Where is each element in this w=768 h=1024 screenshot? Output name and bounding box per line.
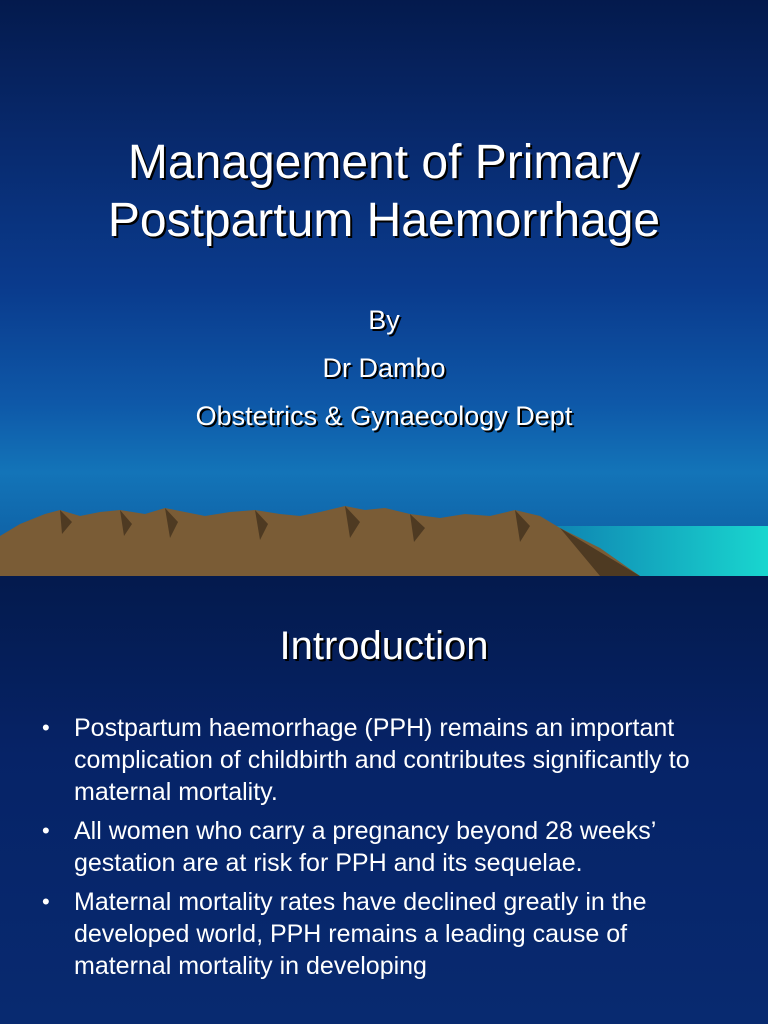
- bullet-text: All women who carry a pregnancy beyond 28 weeks’ gestation are at risk for PPH and its sequelae.: [74, 817, 656, 877]
- introduction-slide: [0, 576, 768, 1024]
- bullet-list: [40, 712, 730, 989]
- title-line-2: Postpartum Haemorrhage: [107, 194, 661, 247]
- bullet-text: Postpartum haemorrhage (PPH) remains an important complication of childbirth and contributes significantly to maternal mortality.: [74, 714, 690, 806]
- mountain-range: [0, 506, 640, 576]
- by-label: By: [368, 305, 400, 335]
- list-item: [40, 712, 730, 808]
- bullet-text: Maternal mortality rates have declined greatly in the developed world, PPH remains a leading cause of maternal mortality in developing: [74, 888, 647, 980]
- department-name: Obstetrics & Gynaecology Dept: [195, 401, 573, 431]
- list-item: [40, 815, 730, 879]
- slide-title: [0, 134, 768, 250]
- introduction-title: Introduction: [279, 624, 489, 668]
- title-line-1: Management of Primary: [127, 136, 641, 189]
- bullet-marker: •: [42, 818, 50, 843]
- author-name: Dr Dambo: [322, 353, 446, 383]
- bullet-marker: •: [42, 715, 50, 740]
- bullet-marker: •: [42, 889, 50, 914]
- slide-subtitle: [0, 296, 768, 440]
- list-item: [40, 886, 730, 982]
- mountain-landscape-illustration: [0, 476, 768, 576]
